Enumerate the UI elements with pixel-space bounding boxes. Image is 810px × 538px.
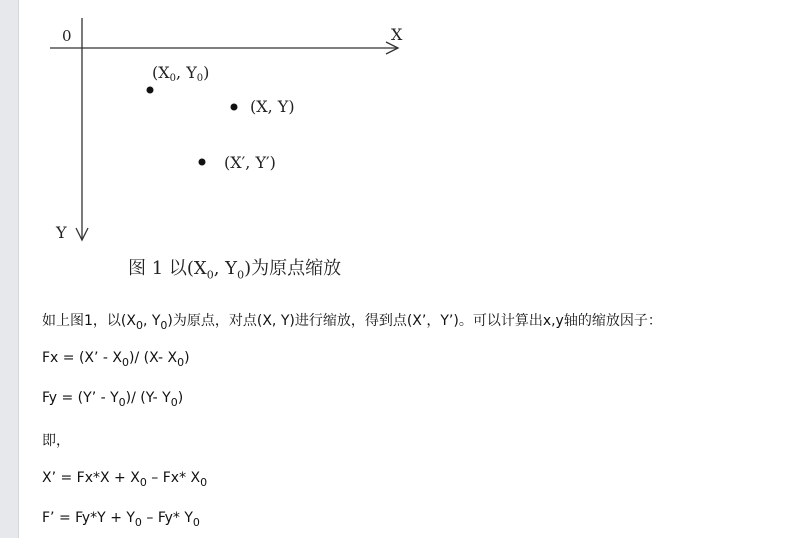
point-xy-prime: [199, 159, 206, 166]
point-xy-prime-label: (X′, Y′): [224, 153, 276, 172]
intro-paragraph: 如上图1，以($X_0$, $Y_0$)为原点，对点(X, Y)进行缩放，得到点(X’，Y’)。可以计算出x,y轴的缩放因子：: [42, 313, 662, 332]
y-axis-label: Y: [56, 223, 67, 242]
fx-formula: Fx = (X’ - $X_0)/$ (X- $X_0$): [42, 350, 190, 369]
x-axis-label: X: [391, 25, 403, 44]
ji-text: 即，: [42, 433, 70, 449]
x-prime-formula: X’ = $Fx*X + X_0 - Fx*$ $X_0$: [42, 470, 208, 489]
point-xy: [231, 104, 238, 111]
point-origin-scale: [147, 87, 154, 94]
origin-label: 0: [62, 27, 72, 45]
figure-caption: 图 1 以($X_0$, $Y_0$)为原点缩放: [128, 258, 342, 282]
point-origin-scale-label: (X0, Y0): [152, 63, 210, 84]
point-xy-label: (X, Y): [250, 97, 295, 116]
left-sidebar-strip: [0, 0, 19, 538]
f-prime-formula: F’ = $Fy*Y + Y_0 - Fy*$ $Y_0$: [42, 510, 200, 529]
fy-formula: Fy = (Y’ - $Y_0)/$ (Y- $Y_0$): [42, 390, 184, 409]
coordinate-figure: [18, 0, 438, 260]
